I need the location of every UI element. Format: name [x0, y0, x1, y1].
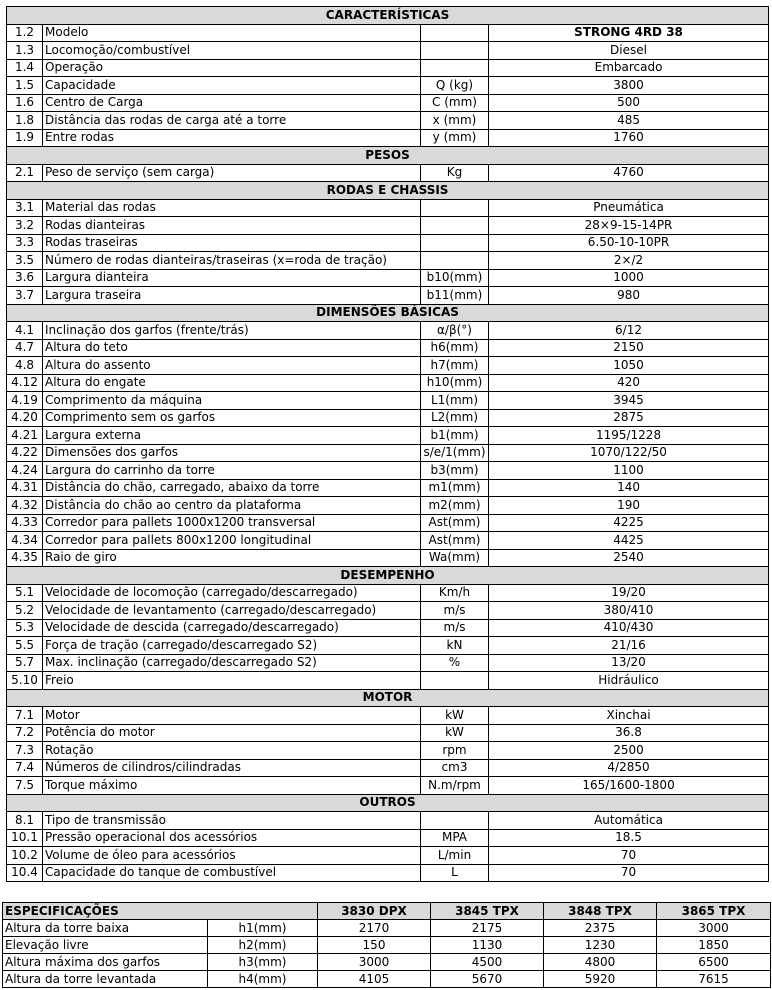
spec-unit: Ast(mm) — [421, 532, 489, 550]
spec-row — [7, 584, 769, 602]
spec-label: Largura do carrinho da torre — [43, 462, 421, 480]
spec-label: Velocidade de levantamento (carregado/descarregado) — [43, 602, 421, 620]
spec-unit — [421, 217, 489, 235]
spec-unit: % — [421, 654, 489, 672]
mast-row — [3, 937, 771, 954]
spec-row — [7, 42, 769, 60]
spec-unit: kW — [421, 724, 489, 742]
spec-number: 3.6 — [7, 269, 43, 287]
spec-row — [7, 217, 769, 235]
spec-value: 18.5 — [489, 829, 769, 847]
spec-value: 500 — [489, 94, 769, 112]
spec-number: 10.4 — [7, 864, 43, 882]
spec-row — [7, 444, 769, 462]
spec-number: 3.2 — [7, 217, 43, 235]
mast-model-header: 3848 TPX — [544, 903, 657, 920]
mast-value: 3000 — [318, 954, 431, 971]
spec-number: 10.2 — [7, 847, 43, 865]
mast-unit: h4(mm) — [208, 971, 318, 988]
spec-row — [7, 77, 769, 95]
section-header-row — [7, 689, 769, 707]
spec-number: 3.7 — [7, 287, 43, 305]
section-header-row — [7, 7, 769, 25]
mast-label: Altura da torre baixa — [3, 920, 208, 937]
section-title: OUTROS — [7, 794, 769, 812]
spec-unit: L2(mm) — [421, 409, 489, 427]
spec-value: 13/20 — [489, 654, 769, 672]
spec-number: 7.3 — [7, 742, 43, 760]
spec-row — [7, 357, 769, 375]
spec-row — [7, 24, 769, 42]
mast-value: 4500 — [431, 954, 544, 971]
spec-row — [7, 549, 769, 567]
spec-label: Altura do assento — [43, 357, 421, 375]
spec-value: 4225 — [489, 514, 769, 532]
spec-value: 380/410 — [489, 602, 769, 620]
spec-label: Distância do chão ao centro da plataforma — [43, 497, 421, 515]
spec-label: Altura do engate — [43, 374, 421, 392]
spec-table — [6, 6, 769, 882]
spec-row — [7, 777, 769, 795]
spec-value: Pneumática — [489, 199, 769, 217]
spec-row — [7, 654, 769, 672]
mast-unit: h3(mm) — [208, 954, 318, 971]
spec-label: Velocidade de descida (carregado/descarregado) — [43, 619, 421, 637]
spec-row — [7, 847, 769, 865]
spec-value: Xinchai — [489, 707, 769, 725]
spec-label: Corredor para pallets 1000x1200 transversal — [43, 514, 421, 532]
spec-value: 485 — [489, 112, 769, 130]
spec-row — [7, 199, 769, 217]
spec-row — [7, 864, 769, 882]
spec-value: 1100 — [489, 462, 769, 480]
spec-label: Comprimento da máquina — [43, 392, 421, 410]
spec-value: 2540 — [489, 549, 769, 567]
spec-value: Embarcado — [489, 59, 769, 77]
spec-label: Capacidade — [43, 77, 421, 95]
spec-number: 8.1 — [7, 812, 43, 830]
spec-value: 70 — [489, 847, 769, 865]
spec-value: 19/20 — [489, 584, 769, 602]
spec-number: 10.1 — [7, 829, 43, 847]
spec-label: Motor — [43, 707, 421, 725]
mast-header-row — [3, 903, 771, 920]
spec-value: 6/12 — [489, 322, 769, 340]
spec-value: 4/2850 — [489, 759, 769, 777]
spec-number: 4.8 — [7, 357, 43, 375]
spec-label: Inclinação dos garfos (frente/trás) — [43, 322, 421, 340]
spec-unit: m1(mm) — [421, 479, 489, 497]
spec-value: Automática — [489, 812, 769, 830]
spec-number: 1.3 — [7, 42, 43, 60]
spec-row — [7, 619, 769, 637]
mast-value: 1230 — [544, 937, 657, 954]
spec-value: 1050 — [489, 357, 769, 375]
spec-label: Pressão operacional dos acessórios — [43, 829, 421, 847]
spec-unit: L/min — [421, 847, 489, 865]
spec-number: 5.2 — [7, 602, 43, 620]
spec-unit — [421, 252, 489, 270]
spec-number: 4.32 — [7, 497, 43, 515]
spec-unit: kN — [421, 637, 489, 655]
spec-value: 140 — [489, 479, 769, 497]
mast-model-header: 3865 TPX — [657, 903, 771, 920]
spec-value: 2×/2 — [489, 252, 769, 270]
spec-unit: L1(mm) — [421, 392, 489, 410]
spec-unit — [421, 672, 489, 690]
spec-label: Torque máximo — [43, 777, 421, 795]
mast-value: 2375 — [544, 920, 657, 937]
spec-number: 5.7 — [7, 654, 43, 672]
mast-value: 150 — [318, 937, 431, 954]
spec-row — [7, 829, 769, 847]
spec-number: 1.8 — [7, 112, 43, 130]
spec-value: Hidráulico — [489, 672, 769, 690]
spec-number: 1.4 — [7, 59, 43, 77]
spec-label: Potência do motor — [43, 724, 421, 742]
spec-unit: N.m/rpm — [421, 777, 489, 795]
spec-unit: α/β(°) — [421, 322, 489, 340]
spec-row — [7, 497, 769, 515]
spec-value: 3945 — [489, 392, 769, 410]
spec-table-body — [7, 7, 769, 882]
mast-value: 5920 — [544, 971, 657, 988]
mast-label: Altura da torre levantada — [3, 971, 208, 988]
spec-row — [7, 759, 769, 777]
spec-label: Corredor para pallets 800x1200 longitudinal — [43, 532, 421, 550]
spec-value: STRONG 4RD 38 — [489, 24, 769, 42]
spec-number: 4.35 — [7, 549, 43, 567]
spec-label: Raio de giro — [43, 549, 421, 567]
spec-value: 1000 — [489, 269, 769, 287]
mast-row — [3, 954, 771, 971]
spec-label: Volume de óleo para acessórios — [43, 847, 421, 865]
spec-number: 1.9 — [7, 129, 43, 147]
section-header-row — [7, 147, 769, 165]
spec-label: Rotação — [43, 742, 421, 760]
spec-unit: Wa(mm) — [421, 549, 489, 567]
section-title: PESOS — [7, 147, 769, 165]
spec-unit: m/s — [421, 619, 489, 637]
spec-value: 4425 — [489, 532, 769, 550]
spec-unit: Km/h — [421, 584, 489, 602]
mast-unit: h2(mm) — [208, 937, 318, 954]
spec-label: Números de cilindros/cilindradas — [43, 759, 421, 777]
spec-label: Operação — [43, 59, 421, 77]
section-title: DIMENSÕES BÁSICAS — [7, 304, 769, 322]
spec-unit: C (mm) — [421, 94, 489, 112]
spec-row — [7, 392, 769, 410]
spec-value: 1070/122/50 — [489, 444, 769, 462]
spec-row — [7, 252, 769, 270]
spec-unit: b1(mm) — [421, 427, 489, 445]
spec-number: 4.24 — [7, 462, 43, 480]
spec-number: 4.21 — [7, 427, 43, 445]
spec-row — [7, 637, 769, 655]
mast-value: 2170 — [318, 920, 431, 937]
spec-label: Largura traseira — [43, 287, 421, 305]
spec-value: 28×9-15-14PR — [489, 217, 769, 235]
spec-value: 2875 — [489, 409, 769, 427]
spec-label: Velocidade de locomoção (carregado/descarregado) — [43, 584, 421, 602]
spec-row — [7, 514, 769, 532]
mast-value: 3000 — [657, 920, 771, 937]
spec-unit: h10(mm) — [421, 374, 489, 392]
spec-unit: Q (kg) — [421, 77, 489, 95]
section-header-row — [7, 567, 769, 585]
spec-value: Diesel — [489, 42, 769, 60]
spec-number: 4.22 — [7, 444, 43, 462]
spec-row — [7, 129, 769, 147]
spec-label: Número de rodas dianteiras/traseiras (x=roda de tração) — [43, 252, 421, 270]
spec-number: 1.6 — [7, 94, 43, 112]
spec-row — [7, 812, 769, 830]
spec-label: Força de tração (carregado/descarregado S2) — [43, 637, 421, 655]
mast-value: 5670 — [431, 971, 544, 988]
spec-number: 5.3 — [7, 619, 43, 637]
spec-number: 7.1 — [7, 707, 43, 725]
spec-row — [7, 339, 769, 357]
spec-label: Max. inclinação (carregado/descarregado S2) — [43, 654, 421, 672]
mast-value: 7615 — [657, 971, 771, 988]
spec-unit: cm3 — [421, 759, 489, 777]
spec-label: Rodas traseiras — [43, 234, 421, 252]
spec-number: 3.5 — [7, 252, 43, 270]
spec-unit: Kg — [421, 164, 489, 182]
spec-row — [7, 287, 769, 305]
spec-value: 6.50-10-10PR — [489, 234, 769, 252]
spec-row — [7, 742, 769, 760]
spec-number: 5.10 — [7, 672, 43, 690]
mast-model-header: 3845 TPX — [431, 903, 544, 920]
spec-row — [7, 532, 769, 550]
spec-unit: s/e/1(mm) — [421, 444, 489, 462]
section-title: CARACTERÍSTICAS — [7, 7, 769, 25]
spec-unit: h6(mm) — [421, 339, 489, 357]
spec-number: 4.12 — [7, 374, 43, 392]
spec-value: 420 — [489, 374, 769, 392]
spec-row — [7, 234, 769, 252]
spec-number: 4.19 — [7, 392, 43, 410]
spec-label: Material das rodas — [43, 199, 421, 217]
spec-value: 1760 — [489, 129, 769, 147]
spec-unit: m/s — [421, 602, 489, 620]
mast-label: Altura máxima dos garfos — [3, 954, 208, 971]
spec-number: 4.1 — [7, 322, 43, 340]
spec-number: 7.2 — [7, 724, 43, 742]
spec-number: 1.2 — [7, 24, 43, 42]
spec-number: 4.7 — [7, 339, 43, 357]
spec-unit: b11(mm) — [421, 287, 489, 305]
mast-label: Elevação livre — [3, 937, 208, 954]
spec-label: Modelo — [43, 24, 421, 42]
spec-label: Entre rodas — [43, 129, 421, 147]
spec-label: Centro de Carga — [43, 94, 421, 112]
spec-label: Distância do chão, carregado, abaixo da torre — [43, 479, 421, 497]
spec-label: Altura do teto — [43, 339, 421, 357]
spec-number: 4.34 — [7, 532, 43, 550]
spec-number: 5.5 — [7, 637, 43, 655]
spec-unit — [421, 59, 489, 77]
mast-value: 6500 — [657, 954, 771, 971]
spec-unit: MPA — [421, 829, 489, 847]
section-header-row — [7, 794, 769, 812]
spec-unit: m2(mm) — [421, 497, 489, 515]
spec-label: Tipo de transmissão — [43, 812, 421, 830]
spec-unit — [421, 199, 489, 217]
spec-number: 2.1 — [7, 164, 43, 182]
spec-label: Freio — [43, 672, 421, 690]
mast-value: 2175 — [431, 920, 544, 937]
spec-unit: b10(mm) — [421, 269, 489, 287]
spec-row — [7, 322, 769, 340]
spec-unit: kW — [421, 707, 489, 725]
spec-value: 165/1600-1800 — [489, 777, 769, 795]
spec-number: 3.1 — [7, 199, 43, 217]
section-header-row — [7, 304, 769, 322]
spec-number: 3.3 — [7, 234, 43, 252]
spec-label: Capacidade do tanque de combustível — [43, 864, 421, 882]
spec-unit: x (mm) — [421, 112, 489, 130]
spec-unit: L — [421, 864, 489, 882]
mast-value: 1850 — [657, 937, 771, 954]
spec-value: 3800 — [489, 77, 769, 95]
spec-row — [7, 479, 769, 497]
mast-row — [3, 971, 771, 988]
spec-row — [7, 409, 769, 427]
spec-row — [7, 164, 769, 182]
spec-label: Locomoção/combustível — [43, 42, 421, 60]
mast-unit: h1(mm) — [208, 920, 318, 937]
spec-label: Comprimento sem os garfos — [43, 409, 421, 427]
spec-number: 4.33 — [7, 514, 43, 532]
spec-row — [7, 269, 769, 287]
spec-value: 190 — [489, 497, 769, 515]
spec-value: 36.8 — [489, 724, 769, 742]
spec-number: 4.31 — [7, 479, 43, 497]
spec-row — [7, 602, 769, 620]
spec-unit: rpm — [421, 742, 489, 760]
spec-row — [7, 94, 769, 112]
spec-label: Largura dianteira — [43, 269, 421, 287]
spec-unit — [421, 234, 489, 252]
mast-row — [3, 920, 771, 937]
spec-value: 1195/1228 — [489, 427, 769, 445]
section-title: DESEMPENHO — [7, 567, 769, 585]
spec-row — [7, 707, 769, 725]
section-title: RODAS E CHASSIS — [7, 182, 769, 200]
spec-value: 410/430 — [489, 619, 769, 637]
spec-row — [7, 462, 769, 480]
spec-unit — [421, 24, 489, 42]
spec-row — [7, 112, 769, 130]
spec-value: 4760 — [489, 164, 769, 182]
spec-label: Largura externa — [43, 427, 421, 445]
mast-title: ESPECIFICAÇÕES — [3, 903, 318, 920]
spec-unit — [421, 42, 489, 60]
spec-unit: h7(mm) — [421, 357, 489, 375]
spec-number: 1.5 — [7, 77, 43, 95]
spec-unit: b3(mm) — [421, 462, 489, 480]
spec-row — [7, 374, 769, 392]
spec-row — [7, 724, 769, 742]
spec-value: 980 — [489, 287, 769, 305]
section-header-row — [7, 182, 769, 200]
spec-value: 70 — [489, 864, 769, 882]
spec-row — [7, 59, 769, 77]
spec-number: 5.1 — [7, 584, 43, 602]
mast-value: 1130 — [431, 937, 544, 954]
mast-model-header: 3830 DPX — [318, 903, 431, 920]
spec-value: 21/16 — [489, 637, 769, 655]
spec-number: 4.20 — [7, 409, 43, 427]
spec-number: 7.5 — [7, 777, 43, 795]
spec-unit: y (mm) — [421, 129, 489, 147]
mast-value: 4105 — [318, 971, 431, 988]
spec-unit — [421, 812, 489, 830]
spec-row — [7, 672, 769, 690]
spec-label: Distância das rodas de carga até a torre — [43, 112, 421, 130]
spec-value: 2150 — [489, 339, 769, 357]
spec-row — [7, 427, 769, 445]
spec-label: Peso de serviço (sem carga) — [43, 164, 421, 182]
spec-label: Dimensões dos garfos — [43, 444, 421, 462]
mast-table-body — [3, 903, 771, 988]
mast-value: 4800 — [544, 954, 657, 971]
spec-number: 7.4 — [7, 759, 43, 777]
section-title: MOTOR — [7, 689, 769, 707]
mast-spec-table — [2, 902, 771, 988]
spec-label: Rodas dianteiras — [43, 217, 421, 235]
spec-value: 2500 — [489, 742, 769, 760]
spec-unit: Ast(mm) — [421, 514, 489, 532]
